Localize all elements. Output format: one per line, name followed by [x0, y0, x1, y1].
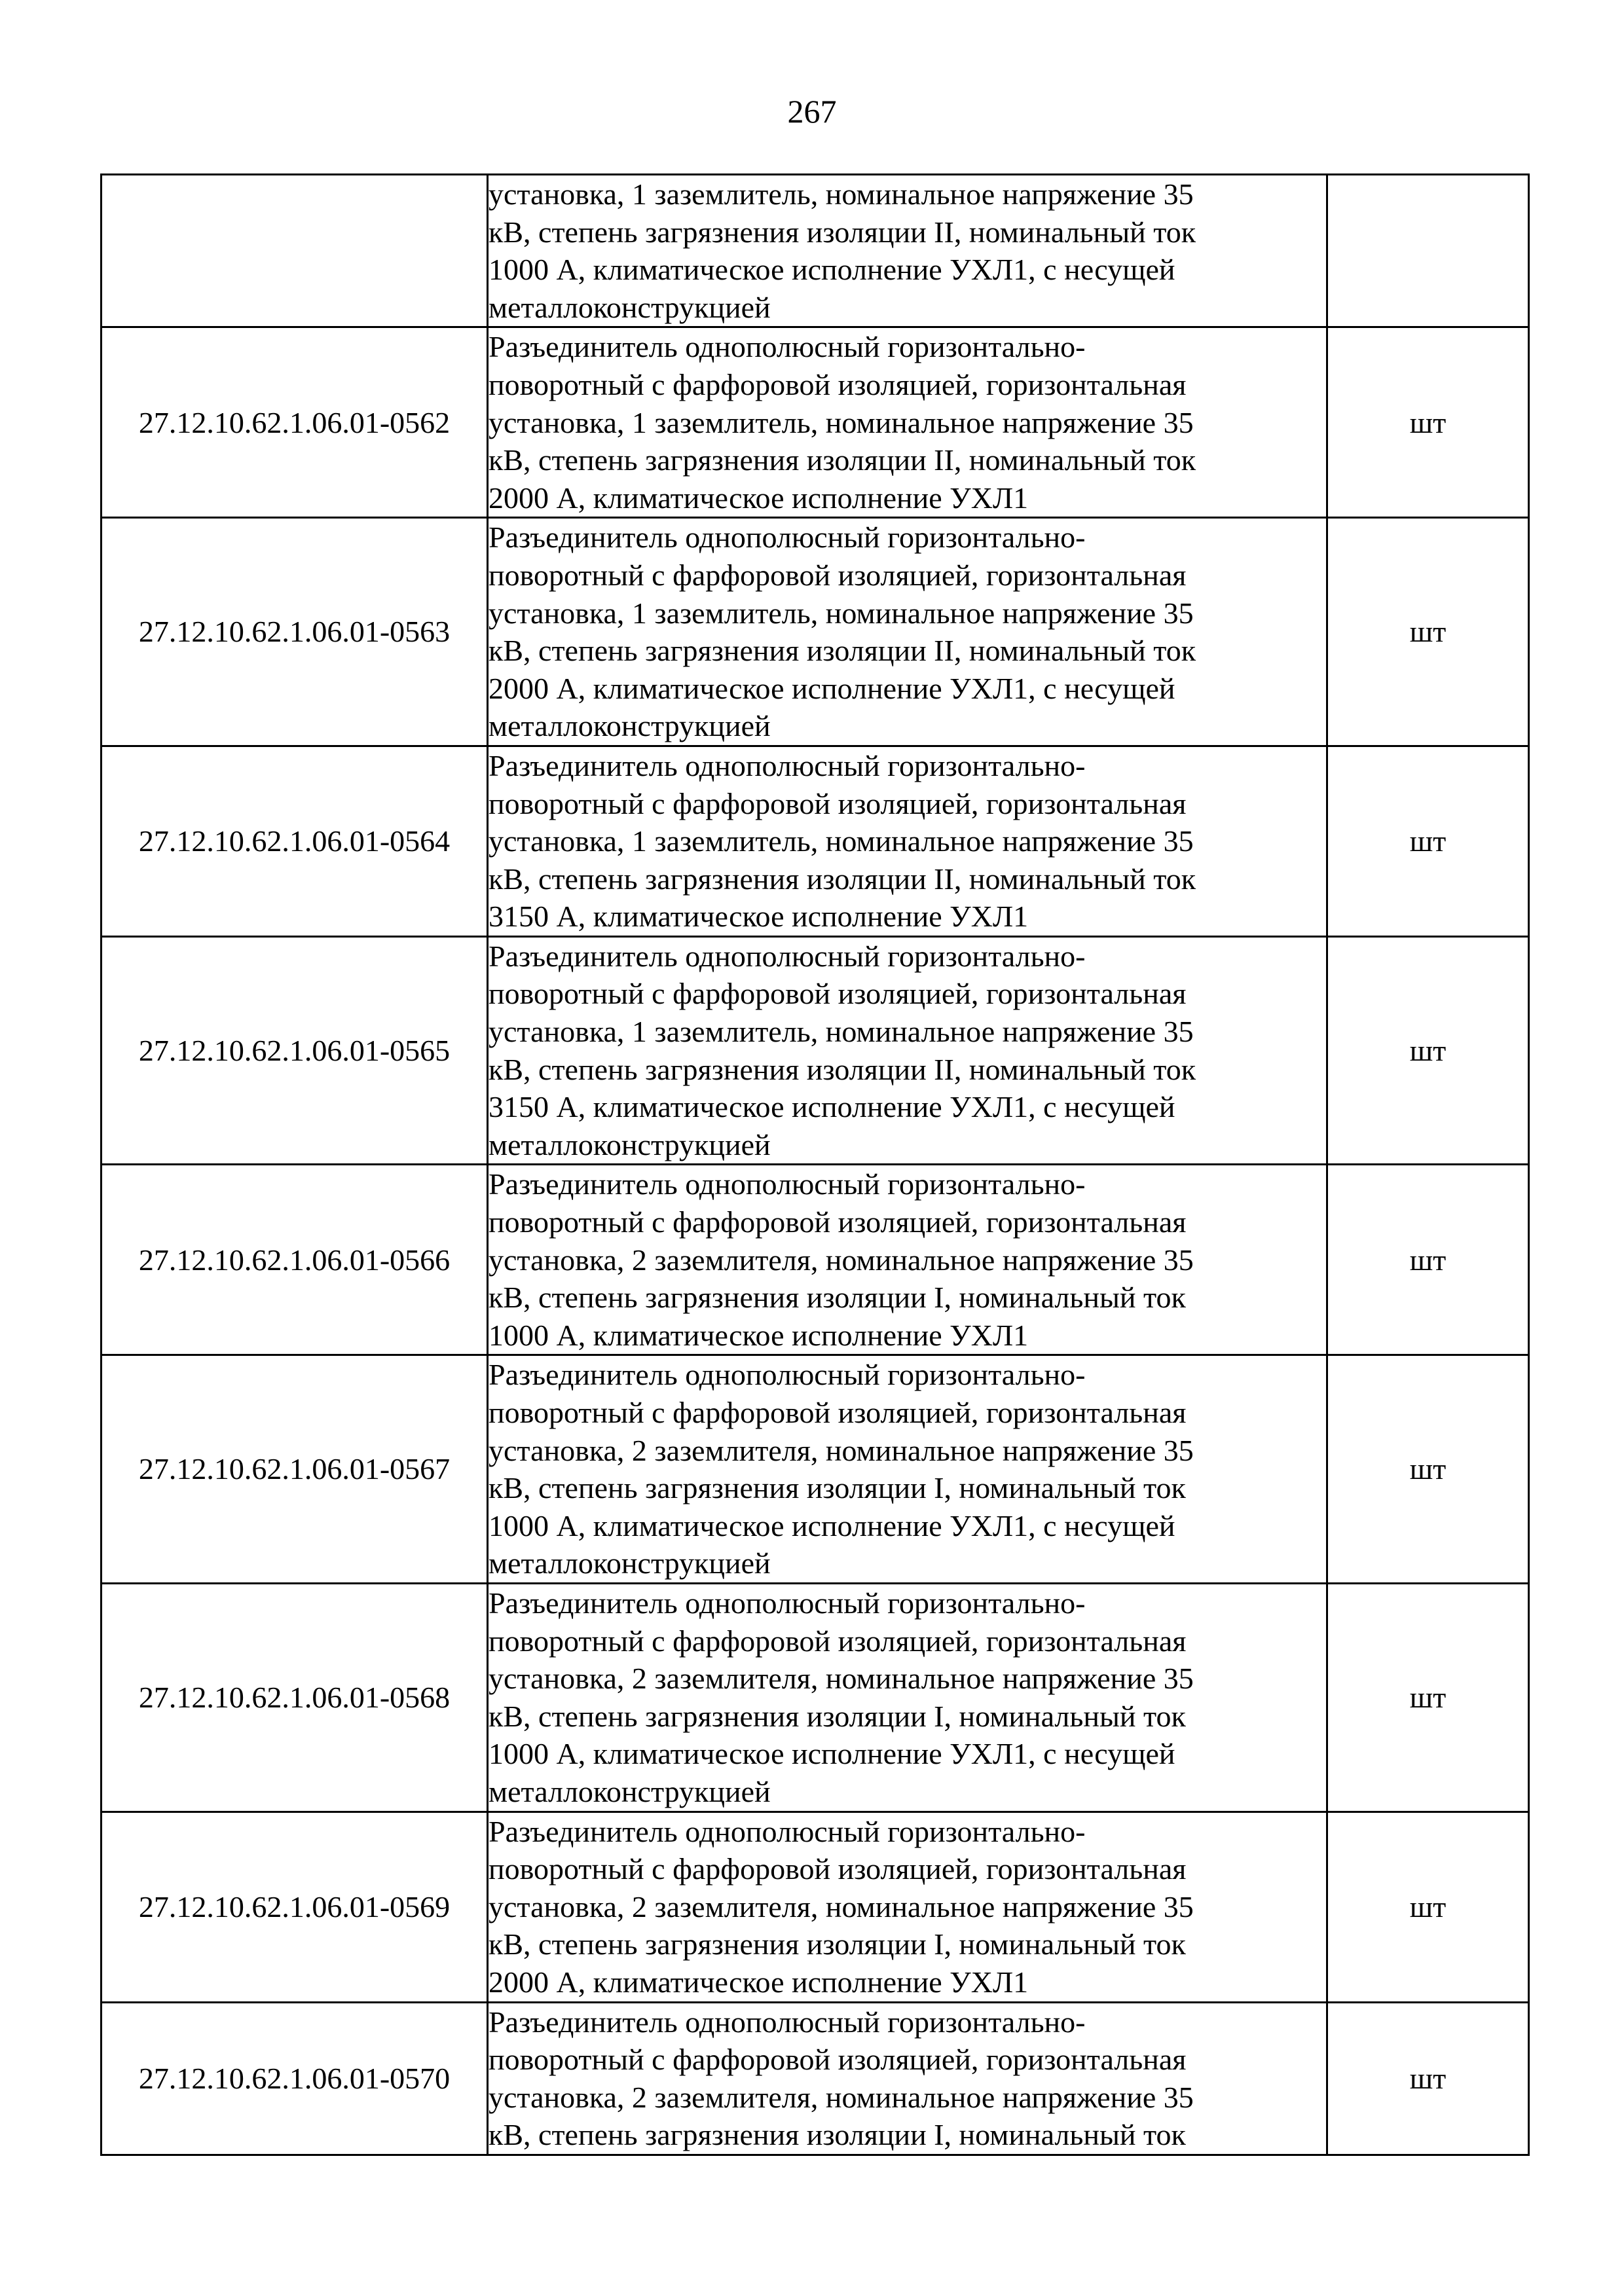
unit-cell: шт	[1327, 1583, 1529, 1812]
description-line: Разъединитель однополюсный горизонтально-	[489, 520, 1086, 555]
description-line: кВ, степень загрязнения изоляции I, номинальный ток	[489, 2118, 1186, 2152]
description-line: кВ, степень загрязнения изоляции II, номинальный ток	[489, 634, 1196, 668]
unit-cell: шт	[1327, 518, 1529, 746]
resource-table	[100, 173, 1530, 2156]
resource-description-cell	[488, 1812, 1327, 2002]
description-line: Разъединитель однополюсный горизонтально-	[489, 2005, 1086, 2039]
description-line: Разъединитель однополюсный горизонтально-	[489, 1358, 1086, 1392]
description-line: 3150 А, климатическое исполнение УХЛ1	[489, 900, 1029, 934]
description-line: 1000 А, климатическое исполнение УХЛ1, с несущей	[489, 1508, 1175, 1542]
description-line: установка, 2 заземлителя, номинальное напряжение 35	[489, 2080, 1194, 2114]
table-row	[101, 936, 1529, 1165]
page-number: 267	[787, 93, 837, 130]
description-line: металлоконструкцией	[489, 1546, 771, 1580]
description-line: 1000 А, климатическое исполнение УХЛ1, с несущей	[489, 1737, 1175, 1771]
table-row	[101, 1812, 1529, 2002]
description-line: 2000 А, климатическое исполнение УХЛ1	[489, 481, 1029, 515]
resource-code-cell: 27.12.10.62.1.06.01-0562	[101, 327, 488, 518]
resource-description-cell	[488, 2002, 1327, 2155]
table-row	[101, 746, 1529, 936]
table-row	[101, 175, 1529, 327]
resource-code-cell: 27.12.10.62.1.06.01-0566	[101, 1165, 488, 1355]
description-line: поворотный с фарфоровой изоляцией, горизонтальная	[489, 1205, 1187, 1239]
unit-cell: шт	[1327, 1812, 1529, 2002]
description-line: кВ, степень загрязнения изоляции I, номинальный ток	[489, 1281, 1186, 1315]
unit-cell: шт	[1327, 1165, 1529, 1355]
description-line: 2000 А, климатическое исполнение УХЛ1, с несущей	[489, 671, 1175, 705]
table-row	[101, 1583, 1529, 1812]
unit-cell: шт	[1327, 936, 1529, 1165]
description-line: металлоконструкцией	[489, 1774, 771, 1808]
description-line: установка, 1 заземлитель, номинальное напряжение 35	[489, 1015, 1194, 1049]
unit-cell	[1327, 175, 1529, 327]
description-line: 1000 А, климатическое исполнение УХЛ1	[489, 1318, 1029, 1352]
resource-description-cell	[488, 175, 1327, 327]
unit-cell: шт	[1327, 2002, 1529, 2155]
description-line: поворотный с фарфоровой изоляцией, горизонтальная	[489, 1396, 1187, 1429]
resource-description-cell	[488, 1165, 1327, 1355]
resource-code-cell: 27.12.10.62.1.06.01-0568	[101, 1583, 488, 1812]
description-line: 1000 А, климатическое исполнение УХЛ1, с несущей	[489, 253, 1175, 287]
description-line: поворотный с фарфоровой изоляцией, горизонтальная	[489, 786, 1187, 820]
resource-code-cell	[101, 175, 488, 327]
resource-code-cell: 27.12.10.62.1.06.01-0563	[101, 518, 488, 746]
description-line: установка, 1 заземлитель, номинальное напряжение 35	[489, 596, 1194, 630]
resource-code-cell: 27.12.10.62.1.06.01-0567	[101, 1355, 488, 1584]
description-line: Разъединитель однополюсный горизонтально-	[489, 1814, 1086, 1848]
description-line: установка, 2 заземлителя, номинальное напряжение 35	[489, 1662, 1194, 1696]
description-line: Разъединитель однополюсный горизонтально-	[489, 1586, 1086, 1620]
description-line: металлоконструкцией	[489, 290, 771, 324]
description-line: Разъединитель однополюсный горизонтально-	[489, 330, 1086, 364]
description-line: кВ, степень загрязнения изоляции II, номинальный ток	[489, 1052, 1196, 1086]
description-line: установка, 1 заземлитель, номинальное напряжение 35	[489, 824, 1194, 858]
description-line: металлоконструкцией	[489, 709, 771, 743]
description-line: установка, 2 заземлителя, номинальное напряжение 35	[489, 1889, 1194, 1923]
unit-cell: шт	[1327, 1355, 1529, 1584]
description-line: кВ, степень загрязнения изоляции I, номинальный ток	[489, 1471, 1186, 1505]
description-line: поворотный с фарфоровой изоляцией, горизонтальная	[489, 367, 1187, 401]
description-line: поворотный с фарфоровой изоляцией, горизонтальная	[489, 558, 1187, 592]
description-line: кВ, степень загрязнения изоляции II, номинальный ток	[489, 215, 1196, 249]
resource-code-cell: 27.12.10.62.1.06.01-0570	[101, 2002, 488, 2155]
description-line: Разъединитель однополюсный горизонтально-	[489, 748, 1086, 782]
description-line: установка, 2 заземлителя, номинальное напряжение 35	[489, 1433, 1194, 1467]
resource-code-cell: 27.12.10.62.1.06.01-0565	[101, 936, 488, 1165]
table-row	[101, 327, 1529, 518]
description-line: кВ, степень загрязнения изоляции II, номинальный ток	[489, 443, 1196, 477]
description-line: Разъединитель однополюсный горизонтально-	[489, 1167, 1086, 1201]
description-line: поворотный с фарфоровой изоляцией, горизонтальная	[489, 1624, 1187, 1658]
description-line: кВ, степень загрязнения изоляции I, номинальный ток	[489, 1927, 1186, 1961]
description-line: поворотный с фарфоровой изоляцией, горизонтальная	[489, 2043, 1187, 2077]
unit-cell: шт	[1327, 327, 1529, 518]
table-row	[101, 518, 1529, 746]
resource-table-body	[101, 175, 1529, 2155]
description-line: установка, 1 заземлитель, номинальное напряжение 35	[489, 405, 1194, 439]
resource-description-cell	[488, 936, 1327, 1165]
resource-description-cell	[488, 327, 1327, 518]
table-row	[101, 1165, 1529, 1355]
description-line: кВ, степень загрязнения изоляции II, номинальный ток	[489, 862, 1196, 896]
resource-code-cell: 27.12.10.62.1.06.01-0569	[101, 1812, 488, 2002]
description-line: кВ, степень загрязнения изоляции I, номинальный ток	[489, 1699, 1186, 1733]
description-line: поворотный с фарфоровой изоляцией, горизонтальная	[489, 977, 1187, 1011]
resource-description-cell	[488, 746, 1327, 936]
description-line: поворотный с фарфоровой изоляцией, горизонтальная	[489, 1852, 1187, 1886]
unit-cell: шт	[1327, 746, 1529, 936]
description-line: 3150 А, климатическое исполнение УХЛ1, с несущей	[489, 1090, 1175, 1124]
description-line: установка, 1 заземлитель, номинальное напряжение 35	[489, 177, 1194, 211]
table-row	[101, 2002, 1529, 2155]
resource-description-cell	[488, 1583, 1327, 1812]
resource-description-cell	[488, 1355, 1327, 1584]
description-line: металлоконструкцией	[489, 1127, 771, 1161]
description-line: 2000 А, климатическое исполнение УХЛ1	[489, 1965, 1029, 1999]
description-line: Разъединитель однополюсный горизонтально-	[489, 939, 1086, 973]
table-row	[101, 1355, 1529, 1584]
resource-description-cell	[488, 518, 1327, 746]
description-line: установка, 2 заземлителя, номинальное напряжение 35	[489, 1243, 1194, 1277]
resource-code-cell: 27.12.10.62.1.06.01-0564	[101, 746, 488, 936]
